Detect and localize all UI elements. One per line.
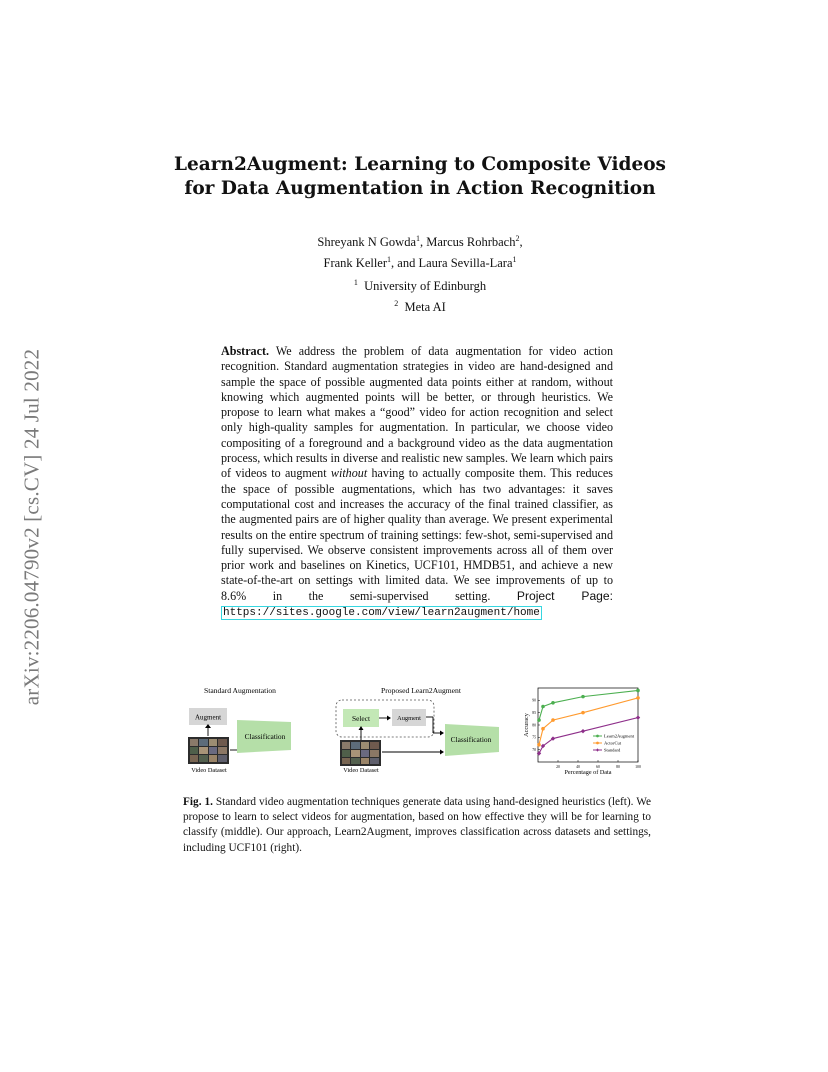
middle-dataset-label: Video Dataset <box>343 767 379 774</box>
data-point <box>541 727 545 731</box>
authors-line-2 <box>180 251 660 272</box>
author-name: , and Laura Sevilla-Lara <box>391 256 513 271</box>
left-classification-label: Classification <box>244 732 286 741</box>
authors-line-1 <box>180 230 660 251</box>
left-augment-label: Augment <box>194 713 222 722</box>
middle-video-thumbnails <box>340 740 381 766</box>
abstract-label: Abstract. <box>221 344 270 358</box>
data-point <box>581 695 585 699</box>
middle-panel-title: Proposed Learn2Augment <box>381 686 461 695</box>
figure-1 <box>183 680 653 780</box>
x-tick-label: 80 <box>616 765 620 769</box>
left-video-thumbnails <box>188 737 229 764</box>
x-tick-label: 60 <box>596 765 600 769</box>
caption-text: Standard video augmentation techniques generate data using hand-designed heuristics (left). We propose to learn to select videos for augmentation, based on how effective they will be for learning to classify (middle). Our approach, Learn2Augment, improves classification across datasets and settings, including UCF101 (right). <box>183 796 651 854</box>
affil-mark: 2 <box>394 299 399 309</box>
legend-marker <box>596 735 599 738</box>
x-tick-label: 100 <box>635 765 641 769</box>
affiliation <box>220 274 620 295</box>
project-page-label: Project Page: <box>516 588 613 603</box>
y-tick-label: 85 <box>532 710 536 715</box>
figure-caption <box>183 795 651 856</box>
x-tick-label: 40 <box>576 765 580 769</box>
y-axis-label: Accuracy <box>523 713 530 737</box>
author-name: Frank Keller <box>323 256 388 271</box>
chart-frame <box>538 688 638 762</box>
data-point <box>581 729 585 733</box>
series-line-learn2augment <box>539 690 638 720</box>
data-point <box>537 743 541 747</box>
data-point <box>537 718 541 722</box>
author-name: , Marcus Rohrbach <box>420 235 516 250</box>
legend-marker <box>596 748 599 751</box>
y-tick-label: 70 <box>532 747 536 752</box>
data-point <box>636 696 640 700</box>
data-point <box>636 689 640 693</box>
left-dataset-label: Video Dataset <box>191 767 227 774</box>
middle-select-arrowhead <box>387 716 391 721</box>
legend-marker <box>596 742 599 745</box>
abstract-italic: without <box>330 466 368 481</box>
legend-label: ActorCut <box>604 740 622 746</box>
data-point <box>636 715 640 719</box>
author-affil-mark: 2 <box>515 234 520 243</box>
abstract-text-2: having to actually composite them. This reduces the space of possible augmentations, which has two advantages: it saves computational cost and increases the accuracy of the final trained classifier, as the augmented pairs are of higher quality than average. We present experimental results on the entire spectrum of training settings: few-shot, semi-supervised and fully supervised. We observe consistent improvements across all of them over prior work and baselines on Kinetics, UCF101, HMDB51, and achieve a new state-of-the-art on settings with limited data. We see improvements of up to 8.6% in the semi-supervised setting. <box>221 466 613 603</box>
middle-select-label: Select <box>351 714 371 723</box>
legend-label: Learn2Augment <box>604 733 635 739</box>
middle-classification-label: Classification <box>450 735 492 744</box>
title-line-1: Learn2Augment: Learning to Composite Videos <box>174 154 666 175</box>
affiliation <box>220 295 620 316</box>
y-tick-label: 90 <box>532 698 536 703</box>
x-tick-label: 20 <box>556 765 560 769</box>
y-tick-label: 75 <box>532 735 536 740</box>
x-axis-label: Percentage of Data <box>564 769 612 776</box>
y-tick-label: 80 <box>532 723 536 728</box>
affil-mark: 1 <box>353 278 358 287</box>
legend-label: Standard <box>604 747 621 753</box>
caption-label: Fig. 1. <box>183 796 213 808</box>
left-panel-title: Standard Augmentation <box>204 686 276 695</box>
data-point <box>581 711 585 715</box>
author-affil-mark: 1 <box>416 234 420 243</box>
author-affil-mark: 1 <box>387 255 392 265</box>
data-point <box>537 751 541 755</box>
abstract-text-1: We address the problem of data augmentation for video action recognition. Standard augmentation strategies in video are hand-designed and sample the space of possible augmented data points either at random, without knowing which augmented points will be better, or through heuristics. We propose to learn what makes a “good” video for action recognition and select only high-quality samples for augmentation. In particular, we choose video compositing of a foreground and a background video as the data augmentation process, which results in diverse and realistic new samples. We learn which pairs of videos to augment <box>221 344 613 481</box>
arxiv-identifier-text: arXiv:2206.04790v2 [cs.CV] 24 Jul 2022 <box>19 348 44 706</box>
project-page-link[interactable]: https://sites.google.com/view/learn2augment/home <box>223 607 540 620</box>
middle-augment-label: Augment <box>397 715 421 722</box>
arxiv-identifier <box>12 292 52 762</box>
affiliation-name: University of Edinburgh <box>364 279 487 294</box>
data-point <box>551 701 555 705</box>
title-line-2: for Data Augmentation in Action Recognition <box>184 178 656 199</box>
affiliations <box>220 274 620 316</box>
affiliation-name: Meta AI <box>404 300 446 315</box>
middle-dataset-arrowhead <box>440 750 444 755</box>
abstract <box>221 344 613 621</box>
middle-augment-in-head <box>440 731 444 736</box>
author-name: Shreyank N Gowda <box>317 235 416 250</box>
data-point <box>551 718 555 722</box>
authors <box>180 230 660 272</box>
paper-title <box>120 153 720 201</box>
author-affil-mark: 1 <box>512 255 517 265</box>
data-point <box>541 705 545 709</box>
accuracy-chart <box>523 688 641 776</box>
author-separator: , <box>519 235 523 250</box>
